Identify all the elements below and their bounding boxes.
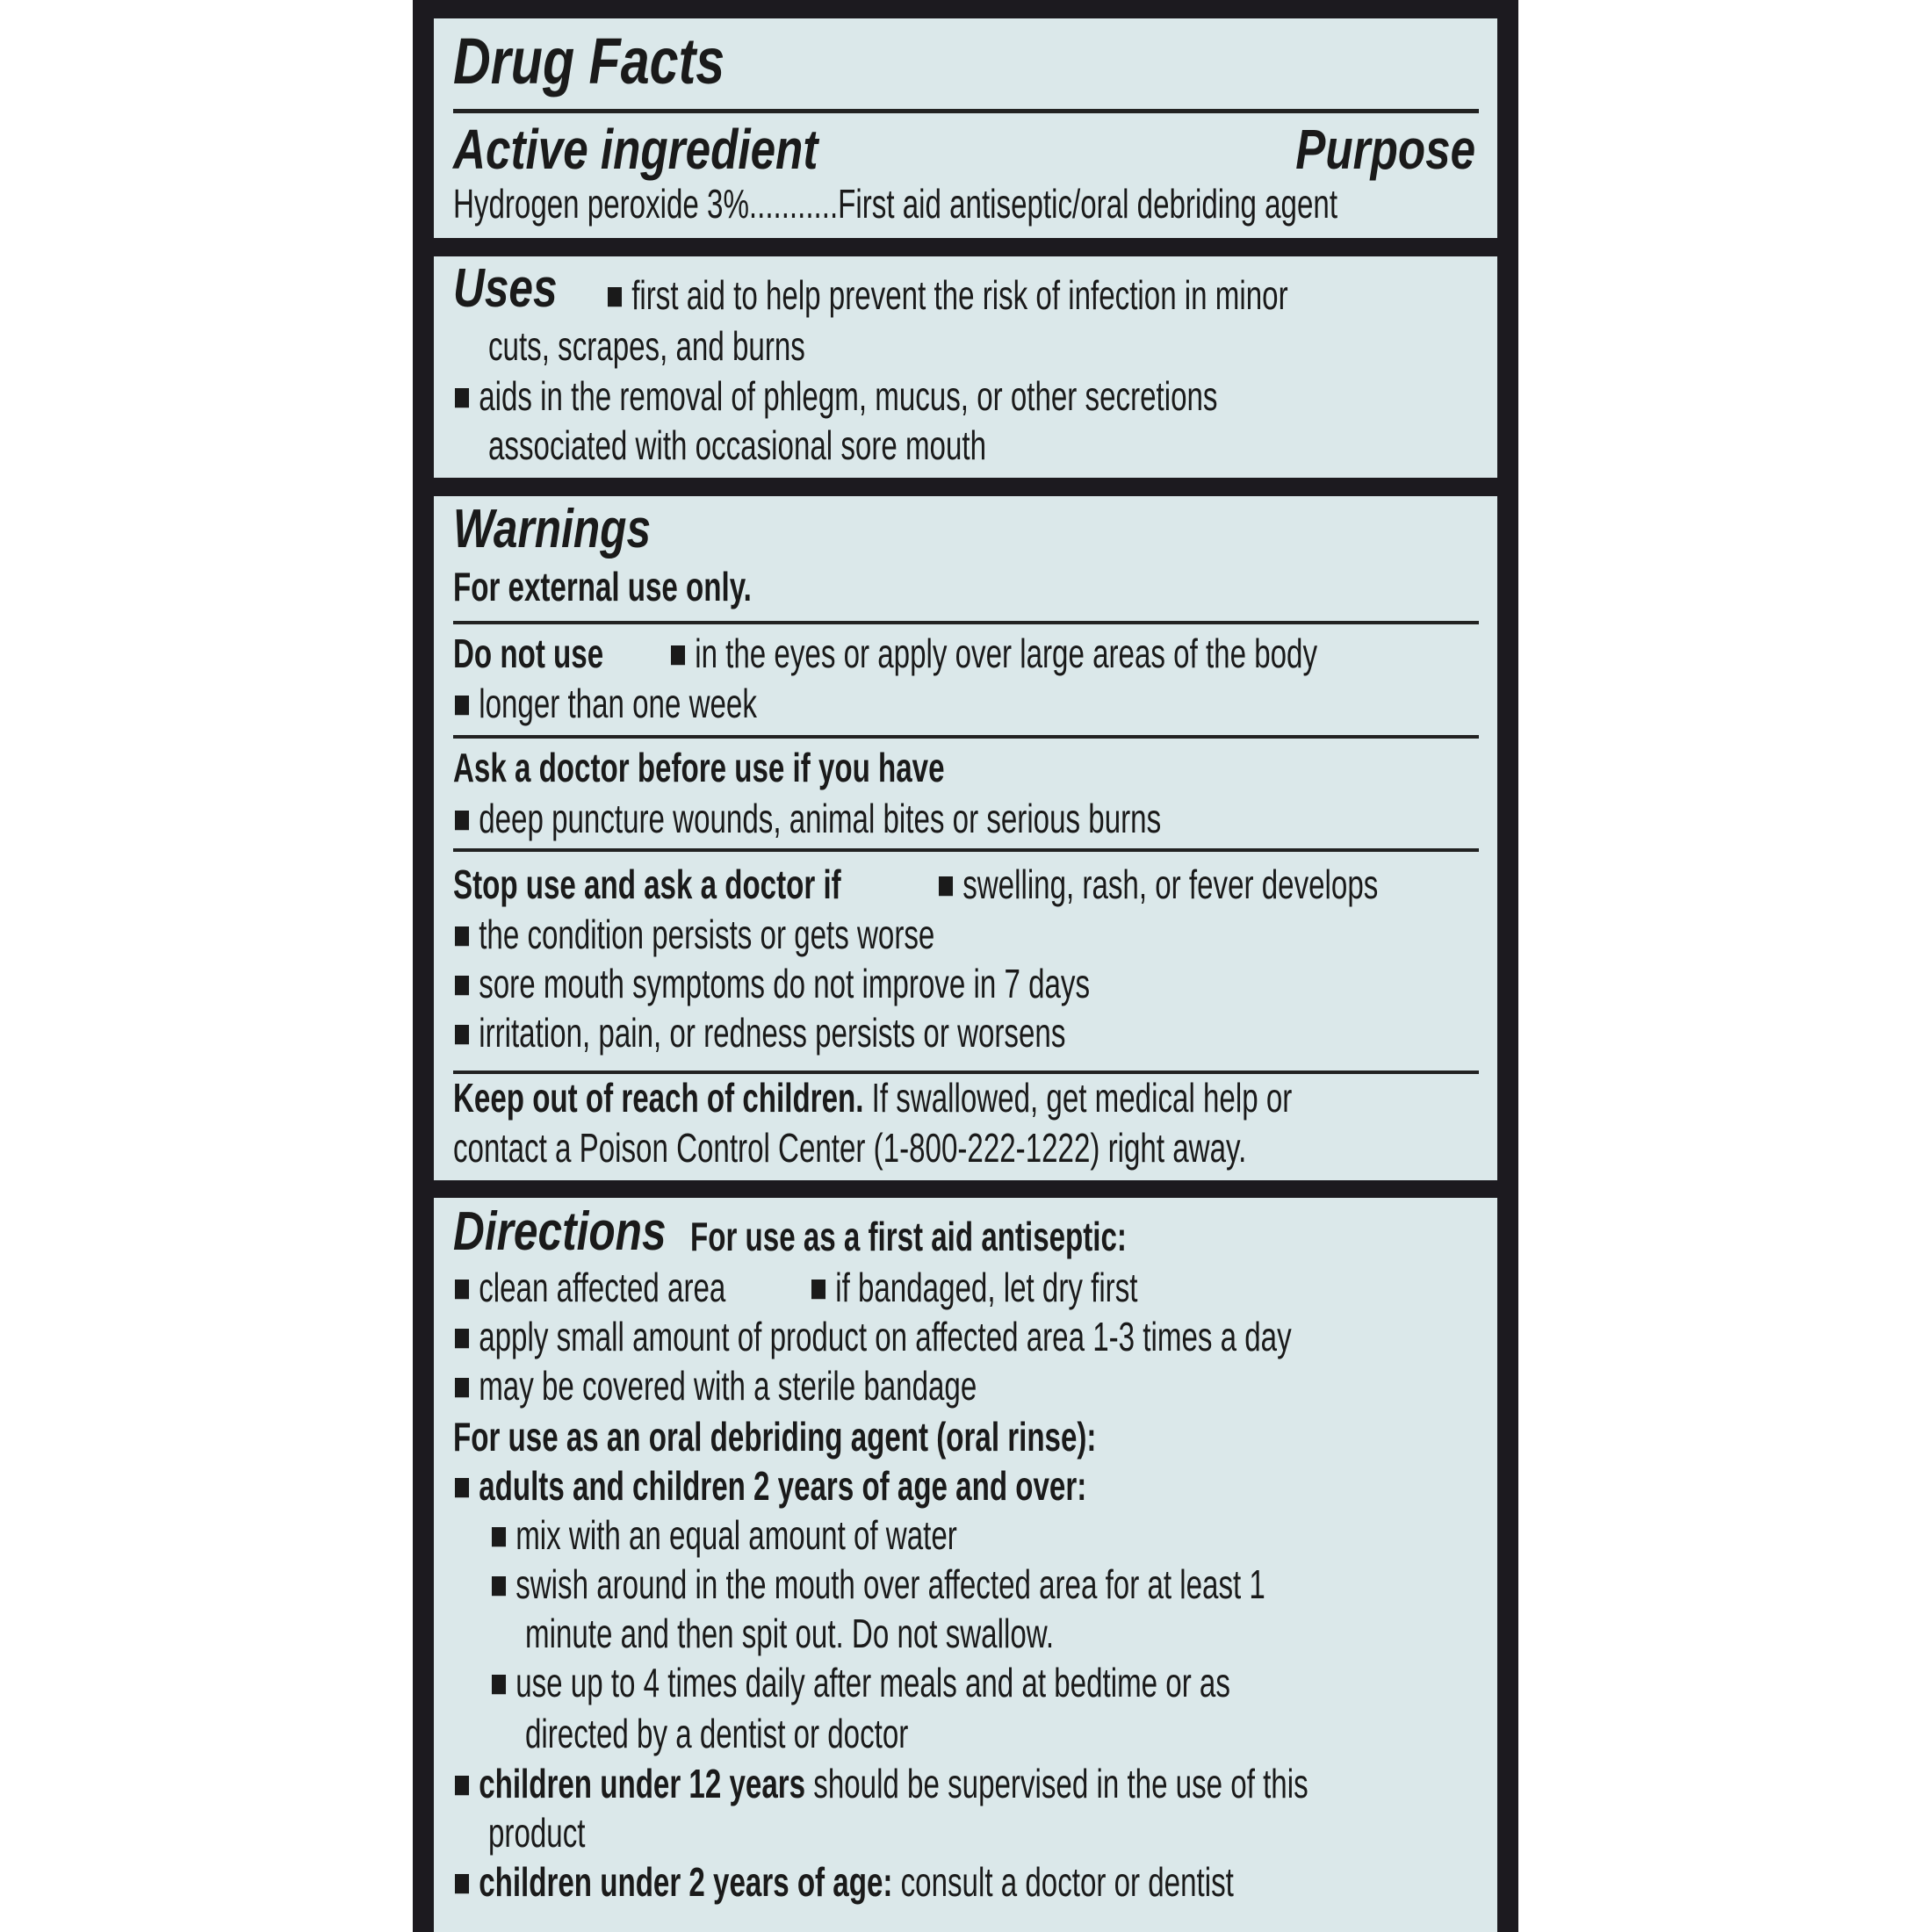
divider xyxy=(453,735,1479,739)
do-not-use-label: Do not use xyxy=(453,631,604,676)
purpose-heading: Purpose xyxy=(1295,118,1475,181)
list-item: ■ in the eyes or apply over large areas of the body xyxy=(669,631,1318,676)
list-item: ■ if bandaged, let dry first xyxy=(810,1265,1138,1310)
directions-subheading: For use as a first aid antiseptic: xyxy=(690,1214,1127,1259)
poison-control-text: contact a Poison Control Center (1-800-222-1222) right away. xyxy=(453,1125,1247,1171)
list-item: ■ may be covered with a sterile bandage xyxy=(453,1363,977,1409)
list-item: ■ swish around in the mouth over affected area for at least 1 xyxy=(490,1561,1265,1607)
list-item: directed by a dentist or doctor xyxy=(525,1711,909,1756)
list-item: ■ children under 2 years of age: consult a doctor or dentist xyxy=(453,1859,1234,1905)
stop-use-label: Stop use and ask a doctor if xyxy=(453,861,841,907)
list-item: ■ the condition persists or gets worse xyxy=(453,912,935,957)
active-ingredient-line: Hydrogen peroxide 3%...........First aid antiseptic/oral debriding agent xyxy=(453,181,1338,227)
keep-out-of-reach: Keep out of reach of children. If swallowed, get medical help or xyxy=(453,1075,1293,1121)
uses-heading: Uses xyxy=(453,258,558,319)
list-item: ■ sore mouth symptoms do not improve in 7 days xyxy=(453,961,1091,1006)
active-ingredient-heading: Active ingredient xyxy=(453,118,818,181)
external-use-warning: For external use only. xyxy=(453,564,752,609)
divider xyxy=(453,109,1479,113)
list-item: ■ mix with an equal amount of water xyxy=(490,1512,957,1558)
list-item: ■ first aid to help prevent the risk of infection in minor xyxy=(606,272,1288,318)
page-title: Drug Facts xyxy=(453,25,725,97)
list-item: minute and then spit out. Do not swallow. xyxy=(525,1611,1055,1656)
list-item: associated with occasional sore mouth xyxy=(488,422,987,468)
list-item: ■ aids in the removal of phlegm, mucus, or other secretions xyxy=(453,373,1218,419)
list-item: ■ irritation, pain, or redness persists or worsens xyxy=(453,1010,1066,1056)
directions-subheading: For use as an oral debriding agent (oral rinse): xyxy=(453,1414,1097,1460)
divider xyxy=(453,848,1479,852)
list-item: ■ clean affected area xyxy=(453,1265,726,1310)
list-item: ■ apply small amount of product on affected area 1-3 times a day xyxy=(453,1314,1292,1359)
list-item: ■ longer than one week xyxy=(453,681,757,726)
list-item: cuts, scrapes, and burns xyxy=(488,323,805,369)
list-item: product xyxy=(488,1810,586,1856)
warnings-heading: Warnings xyxy=(453,499,652,559)
list-item: ■ swelling, rash, or fever develops xyxy=(937,861,1379,907)
list-item: ■ adults and children 2 years of age and over: xyxy=(453,1463,1087,1509)
divider xyxy=(453,621,1479,624)
list-item: ■ deep puncture wounds, animal bites or serious burns xyxy=(453,796,1162,841)
list-item: ■ use up to 4 times daily after meals and at bedtime or as xyxy=(490,1660,1230,1705)
ask-doctor-label: Ask a doctor before use if you have xyxy=(453,745,945,790)
list-item: ■ children under 12 years should be supervised in the use of this xyxy=(453,1761,1308,1806)
directions-heading: Directions xyxy=(453,1201,667,1262)
